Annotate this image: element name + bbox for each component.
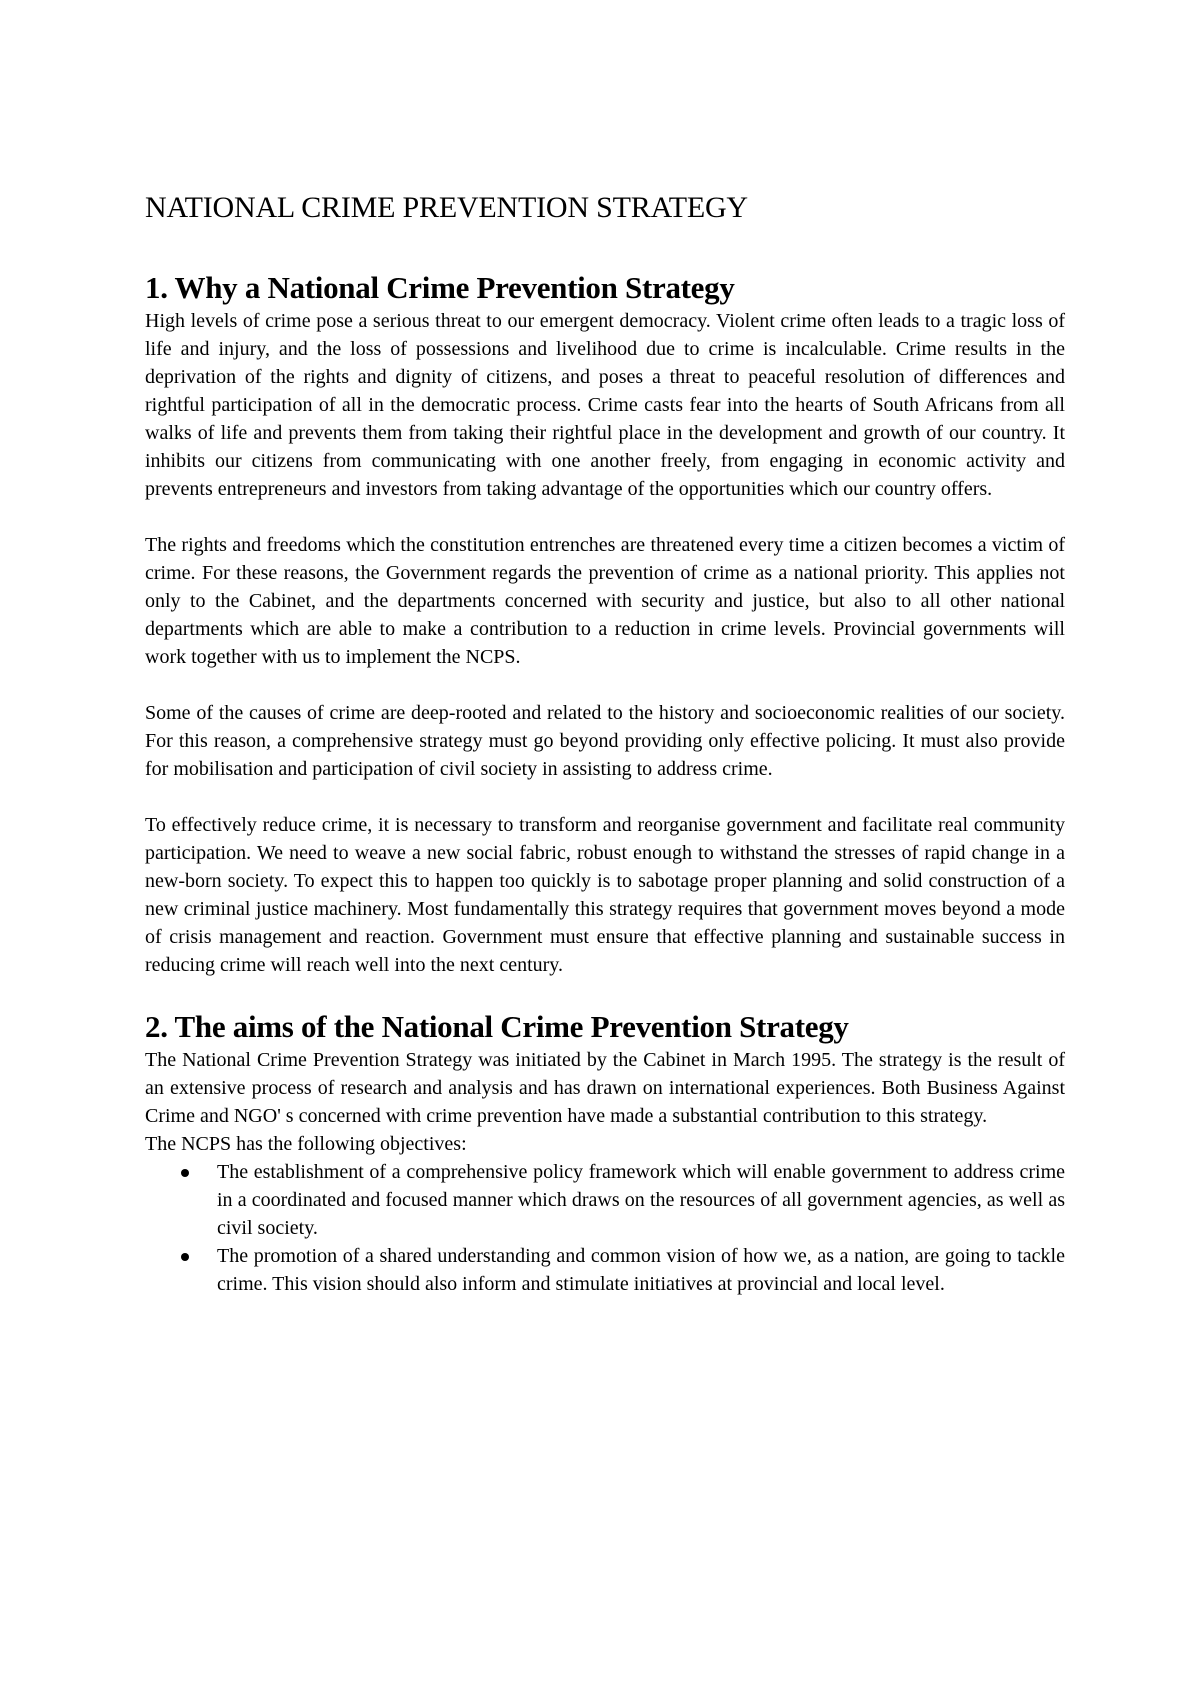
section-1-paragraph-2: The rights and freedoms which the constitution entrenches are threatened every time a citizen becomes a victim of crime. For these reasons, the Government regards the prevention of crime as a national priority. This applies not only to the Cabinet, and the departments concerned with security and justice, but also to all other national departments which are able to make a contribution to a reduction in crime levels. Provincial governments will work together with us to implement the NCPS.: [145, 534, 1065, 668]
objective-text: The establishment of a comprehensive policy framework which will enable government to address crime in a coordinated and focused manner which draws on the resources of all government agencies, as well as civil society.: [217, 1161, 1065, 1239]
section-2-heading: 2. The aims of the National Crime Prevention Strategy: [145, 1009, 849, 1044]
bullet-icon: [181, 1169, 189, 1177]
objective-text: The promotion of a shared understanding and common vision of how we, as a nation, are going to tackle crime. This vision should also inform and stimulate initiatives at provincial and local level.: [217, 1245, 1065, 1295]
objectives-list: [145, 1158, 1065, 1298]
section-1-paragraph-3: Some of the causes of crime are deep-rooted and related to the history and socioeconomic realities of our society. For this reason, a comprehensive strategy must go beyond providing only effective policing. It must also provide for mobilisation and participation of civil society in assisting to address crime.: [145, 702, 1065, 780]
document-title: NATIONAL CRIME PREVENTION STRATEGY: [145, 191, 748, 224]
section-2-paragraph-1: The National Crime Prevention Strategy was initiated by the Cabinet in March 1995. The strategy is the result of an extensive process of research and analysis and has drawn on international experiences. Both Business Against Crime and NGO' s concerned with crime prevention have made a substantial contribution to this strategy.: [145, 1049, 1065, 1127]
bullet-icon: [181, 1253, 189, 1261]
list-item: [217, 1158, 1065, 1242]
section-1-heading: 1. Why a National Crime Prevention Strategy: [145, 270, 735, 305]
section-2-paragraph-2: The NCPS has the following objectives:: [145, 1133, 467, 1155]
list-item: [217, 1242, 1065, 1298]
section-1-paragraph-1: High levels of crime pose a serious threat to our emergent democracy. Violent crime often leads to a tragic loss of life and injury, and the loss of possessions and livelihood due to crime is incalculable. Crime results in the deprivation of the rights and dignity of citizens, and poses a threat to peaceful resolution of differences and rightful participation of all in the democratic process. Crime casts fear into the hearts of South Africans from all walks of life and prevents them from taking their rightful place in the development and growth of our country. It inhibits our citizens from communicating with one another freely, from engaging in economic activity and prevents entrepreneurs and investors from taking advantage of the opportunities which our country offers.: [145, 310, 1065, 500]
section-1-paragraph-4: To effectively reduce crime, it is necessary to transform and reorganise government and facilitate real community participation. We need to weave a new social fabric, robust enough to withstand the stresses of rapid change in a new-born society. To expect this to happen too quickly is to sabotage proper planning and solid construction of a new criminal justice machinery. Most fundamentally this strategy requires that government moves beyond a mode of crisis management and reaction. Government must ensure that effective planning and sustainable success in reducing crime will reach well into the next century.: [145, 814, 1065, 976]
